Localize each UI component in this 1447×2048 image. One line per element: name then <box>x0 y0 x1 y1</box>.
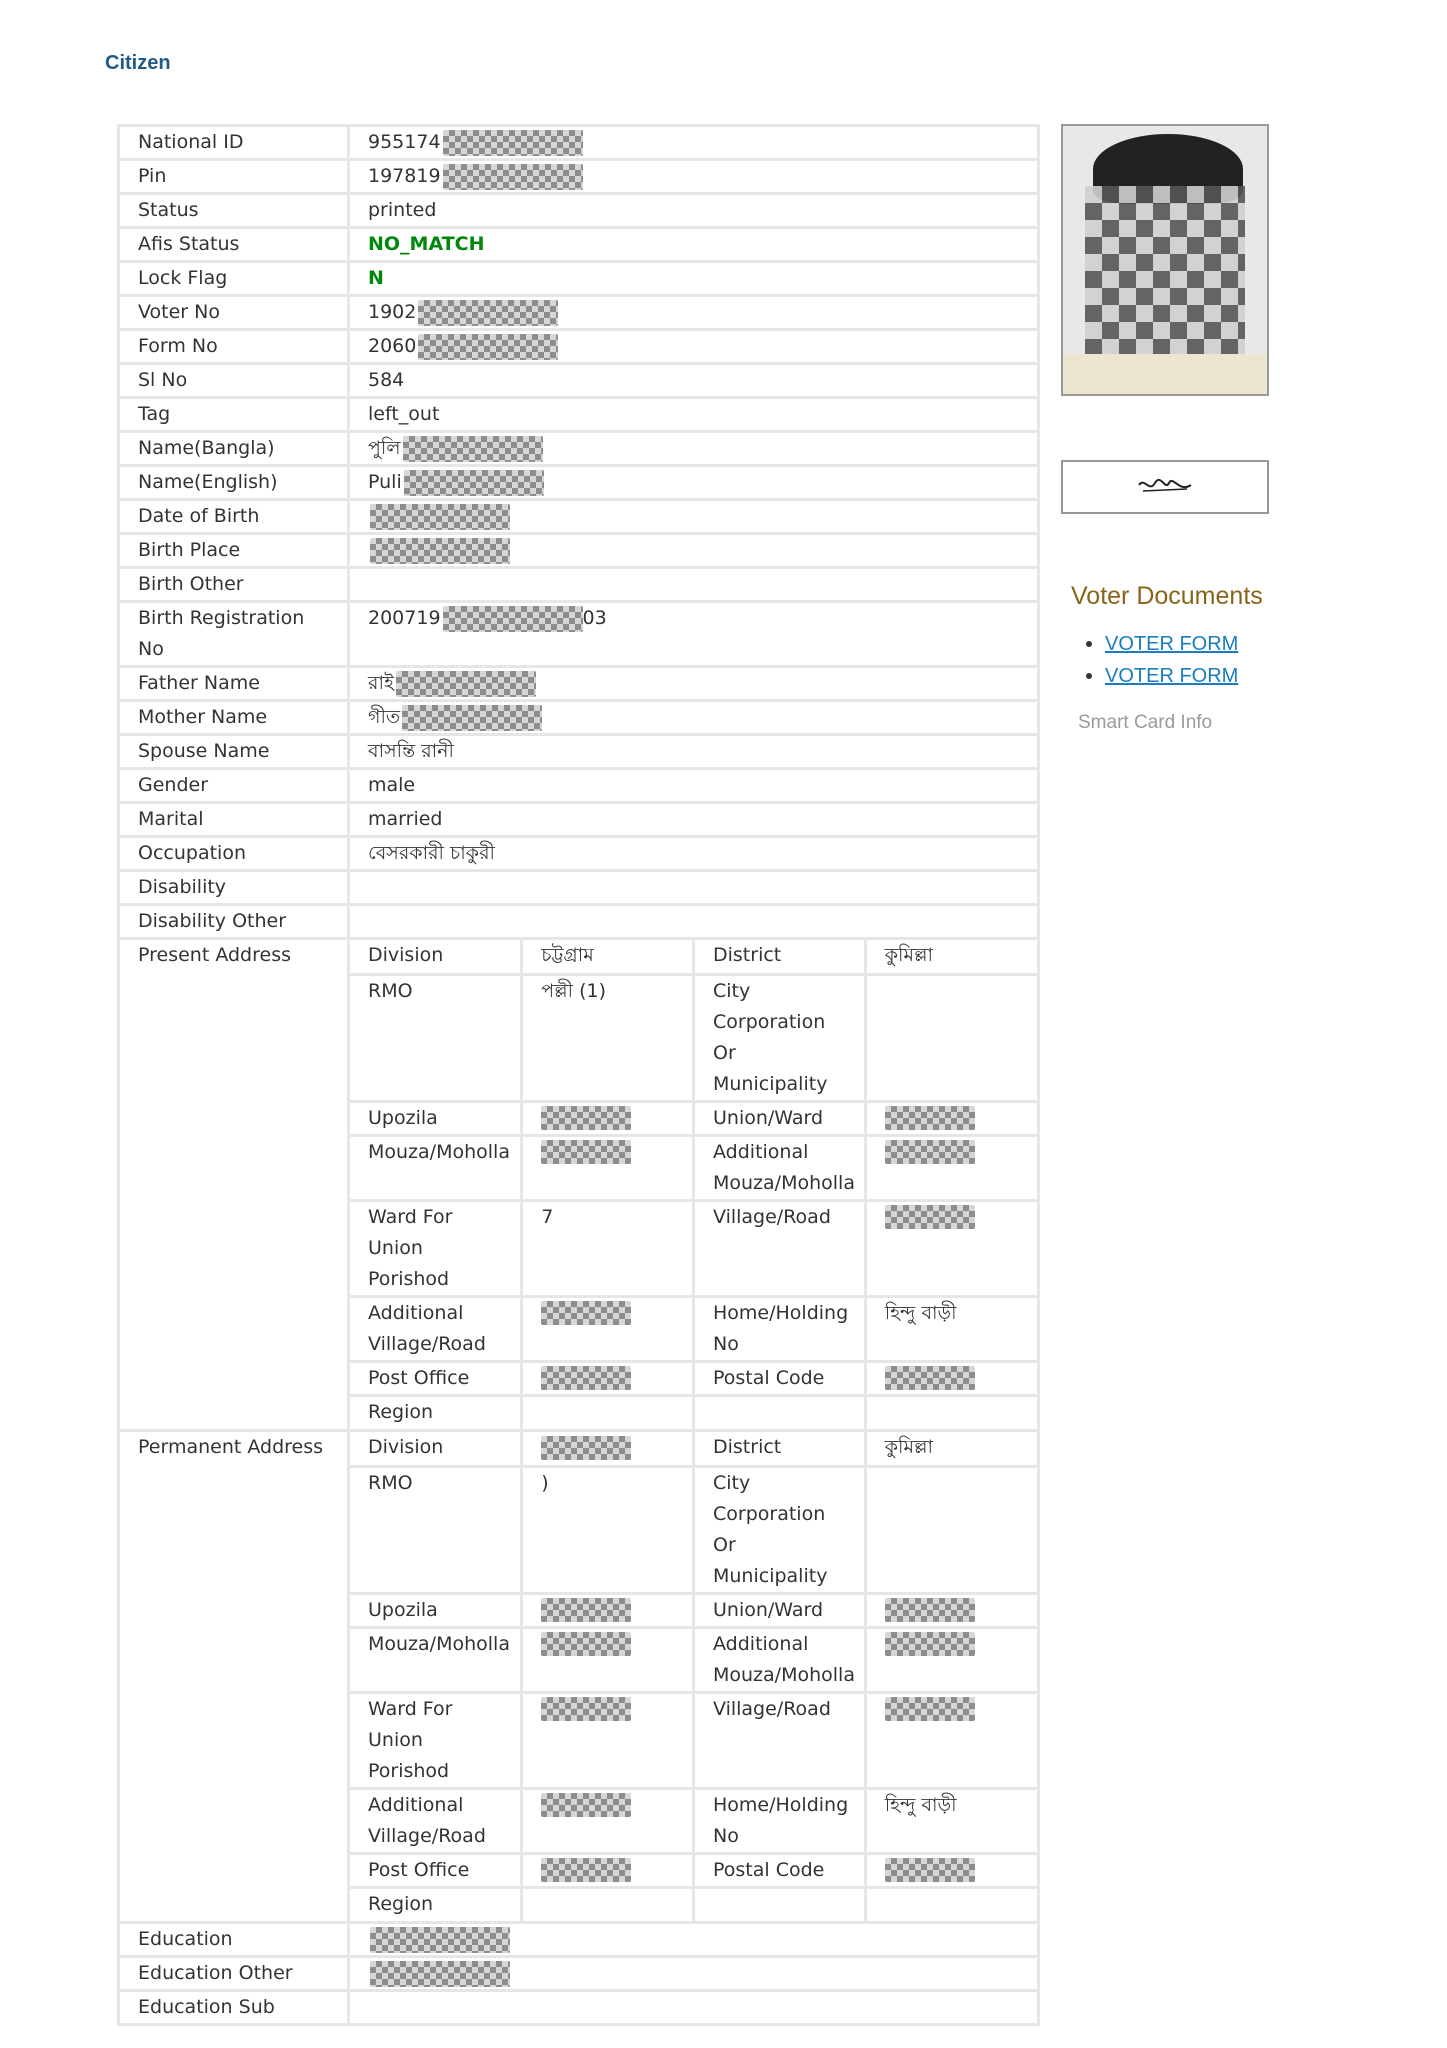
voter-documents-list <box>1079 628 1238 692</box>
table-row <box>119 160 1039 194</box>
field-value-birth_reg <box>349 602 1039 667</box>
redacted-block <box>402 705 542 731</box>
address-value <box>865 1395 1037 1429</box>
table-row <box>119 837 1039 871</box>
address-value: কুমিল্লা <box>865 1432 1037 1466</box>
address-label: Upozila <box>350 1593 522 1627</box>
address-label: Mouza/Moholla <box>350 1135 522 1200</box>
table-row <box>119 871 1039 905</box>
address-label: Post Office <box>350 1361 522 1395</box>
address-value: চট্টগ্রাম <box>522 940 694 974</box>
address-value <box>865 1101 1037 1135</box>
redacted-block <box>885 1858 975 1882</box>
address-label: Village/Road <box>694 1692 866 1788</box>
address-value <box>522 1432 694 1466</box>
citizen-photo <box>1061 124 1269 396</box>
address-label: Mouza/Moholla <box>350 1627 522 1692</box>
redacted-block <box>541 1140 631 1164</box>
field-label-occupation: Occupation <box>119 837 349 871</box>
citizen-info-table <box>117 124 1040 2026</box>
field-value-education <box>349 1923 1039 1957</box>
field-label-disability_other: Disability Other <box>119 905 349 939</box>
address-label: Division <box>350 940 522 974</box>
field-text-spouse: বাসন্তি রানী <box>368 740 454 762</box>
blurred-face <box>1085 186 1245 356</box>
field-label-birth_place: Birth Place <box>119 534 349 568</box>
table-row <box>119 534 1039 568</box>
redacted-block <box>370 538 510 564</box>
table-row <box>119 1923 1039 1957</box>
redacted-block <box>418 300 558 326</box>
field-value-occupation <box>349 837 1039 871</box>
redacted-block <box>885 1632 975 1656</box>
field-label-lock: Lock Flag <box>119 262 349 296</box>
address-value <box>865 1135 1037 1200</box>
table-row <box>119 568 1039 602</box>
address-row <box>350 1135 1037 1200</box>
address-value <box>522 1853 694 1887</box>
redacted-block <box>541 1632 631 1656</box>
field-value-dob <box>349 500 1039 534</box>
field-label-status: Status <box>119 194 349 228</box>
address-value: হিন্দু বাড়ী <box>865 1296 1037 1361</box>
address-label: Region <box>350 1887 522 1921</box>
table-row <box>119 701 1039 735</box>
table-row <box>119 262 1039 296</box>
address-label: Division <box>350 1432 522 1466</box>
redacted-block <box>443 130 583 156</box>
redacted-block <box>370 1927 510 1953</box>
field-label-voter_no: Voter No <box>119 296 349 330</box>
address-label: Post Office <box>350 1853 522 1887</box>
field-label-present-address: Present Address <box>119 939 349 1431</box>
address-value <box>865 1593 1037 1627</box>
field-text-father: রাই <box>368 672 394 694</box>
table-row <box>119 126 1039 160</box>
address-label: Union/Ward <box>694 1593 866 1627</box>
address-row <box>350 940 1037 974</box>
redacted-block <box>418 334 558 360</box>
table-row <box>119 466 1039 500</box>
address-row <box>350 1101 1037 1135</box>
table-row <box>119 1957 1039 1991</box>
address-label: Home/Holding No <box>694 1296 866 1361</box>
address-value: হিন্দু বাড়ী <box>865 1788 1037 1853</box>
address-label: Postal Code <box>694 1853 866 1887</box>
field-label-disability: Disability <box>119 871 349 905</box>
field-text-status: printed <box>368 199 437 221</box>
address-value <box>865 1853 1037 1887</box>
redacted-block <box>541 1697 631 1721</box>
address-label: City Corporation Or Municipality <box>694 1466 866 1593</box>
address-value: ) <box>522 1466 694 1593</box>
address-value <box>522 1692 694 1788</box>
table-row <box>119 398 1039 432</box>
address-row <box>350 1466 1037 1593</box>
address-row <box>350 1692 1037 1788</box>
field-value-disability <box>349 871 1039 905</box>
address-value <box>522 1135 694 1200</box>
field-text-nid: 955174 <box>368 131 441 153</box>
redacted-block <box>541 1301 631 1325</box>
redacted-block <box>370 504 510 530</box>
address-value <box>865 1200 1037 1296</box>
field-value-voter_no <box>349 296 1039 330</box>
field-value-permanent-address <box>349 1431 1039 1923</box>
field-text-name_en: Puli <box>368 471 402 493</box>
table-row <box>119 228 1039 262</box>
field-text-tag: left_out <box>368 403 440 425</box>
address-value <box>865 974 1037 1101</box>
address-label: Home/Holding No <box>694 1788 866 1853</box>
field-label-mother: Mother Name <box>119 701 349 735</box>
address-value <box>865 1692 1037 1788</box>
address-label: Union/Ward <box>694 1101 866 1135</box>
address-value <box>522 1361 694 1395</box>
field-text-voter_no: 1902 <box>368 301 417 323</box>
redacted-block <box>541 1366 631 1390</box>
field-label-nid: National ID <box>119 126 349 160</box>
table-row <box>119 1431 1039 1923</box>
voter-documents-heading: Voter Documents <box>1071 582 1263 610</box>
address-label <box>694 1887 866 1921</box>
field-text-pin: 197819 <box>368 165 441 187</box>
address-label: Additional Mouza/Moholla <box>694 1627 866 1692</box>
field-value-nid <box>349 126 1039 160</box>
field-text-afis: NO_MATCH <box>368 233 485 255</box>
table-row <box>119 803 1039 837</box>
address-label: Ward For Union Porishod <box>350 1692 522 1788</box>
field-value-name_en <box>349 466 1039 500</box>
address-row <box>350 1853 1037 1887</box>
field-value-form_no <box>349 330 1039 364</box>
redacted-block <box>541 1106 631 1130</box>
field-label-sl_no: Sl No <box>119 364 349 398</box>
field-label-pin: Pin <box>119 160 349 194</box>
field-value-afis <box>349 228 1039 262</box>
address-value <box>522 1788 694 1853</box>
field-label-spouse: Spouse Name <box>119 735 349 769</box>
redacted-block <box>541 1858 631 1882</box>
voter-form-link-1[interactable]: VOTER FORM <box>1105 633 1239 655</box>
table-row <box>119 602 1039 667</box>
field-text-mother: গীত <box>368 706 401 728</box>
table-row <box>119 500 1039 534</box>
redacted-block <box>885 1598 975 1622</box>
signature-image <box>1061 460 1269 514</box>
field-value-education_other <box>349 1957 1039 1991</box>
field-text-occupation: বেসরকারী চাকুরী <box>368 842 495 864</box>
field-value-marital <box>349 803 1039 837</box>
field-text-name_bn: পুলি <box>368 437 401 459</box>
table-row <box>119 667 1039 701</box>
address-row <box>350 1395 1037 1429</box>
address-value: 7 <box>522 1200 694 1296</box>
table-row <box>119 194 1039 228</box>
table-row <box>119 364 1039 398</box>
field-value-gender <box>349 769 1039 803</box>
field-label-name_bn: Name(Bangla) <box>119 432 349 466</box>
field-label-education_sub: Education Sub <box>119 1991 349 2025</box>
field-label-name_en: Name(English) <box>119 466 349 500</box>
field-label-father: Father Name <box>119 667 349 701</box>
field-suffix-birth_reg: 03 <box>582 607 607 629</box>
table-row <box>119 735 1039 769</box>
field-label-form_no: Form No <box>119 330 349 364</box>
field-label-education_other: Education Other <box>119 1957 349 1991</box>
list-item <box>1105 628 1238 660</box>
field-value-sl_no <box>349 364 1039 398</box>
redacted-block <box>885 1140 975 1164</box>
address-label: City Corporation Or Municipality <box>694 974 866 1101</box>
table-row <box>119 432 1039 466</box>
redacted-block <box>443 164 583 190</box>
address-label: Ward For Union Porishod <box>350 1200 522 1296</box>
address-row <box>350 1627 1037 1692</box>
address-row <box>350 1200 1037 1296</box>
field-label-education: Education <box>119 1923 349 1957</box>
address-label: Additional Village/Road <box>350 1788 522 1853</box>
table-row <box>119 1991 1039 2025</box>
field-value-father <box>349 667 1039 701</box>
address-row <box>350 1361 1037 1395</box>
table-row <box>119 296 1039 330</box>
present-address-table <box>350 940 1037 1429</box>
address-label: Upozila <box>350 1101 522 1135</box>
address-value <box>522 1887 694 1921</box>
address-label: District <box>694 940 866 974</box>
field-value-mother <box>349 701 1039 735</box>
address-label: Postal Code <box>694 1361 866 1395</box>
permanent-address-table <box>350 1432 1037 1921</box>
field-value-present-address <box>349 939 1039 1431</box>
list-item <box>1105 660 1238 692</box>
redacted-block <box>541 1793 631 1817</box>
field-value-birth_place <box>349 534 1039 568</box>
table-row <box>119 769 1039 803</box>
field-value-disability_other <box>349 905 1039 939</box>
address-label: Additional Village/Road <box>350 1296 522 1361</box>
redacted-block <box>885 1205 975 1229</box>
redacted-block <box>370 1961 510 1987</box>
field-value-pin <box>349 160 1039 194</box>
address-label: RMO <box>350 974 522 1101</box>
address-row <box>350 1296 1037 1361</box>
field-text-form_no: 2060 <box>368 335 417 357</box>
signature-scribble-icon <box>1135 475 1195 499</box>
page-title: Citizen <box>105 52 171 74</box>
field-value-name_bn <box>349 432 1039 466</box>
address-label <box>694 1395 866 1429</box>
field-text-marital: married <box>368 808 443 830</box>
address-value: কুমিল্লা <box>865 940 1037 974</box>
field-value-status <box>349 194 1039 228</box>
address-value <box>522 1627 694 1692</box>
address-row <box>350 974 1037 1101</box>
address-value <box>522 1296 694 1361</box>
address-row <box>350 1432 1037 1466</box>
address-label: District <box>694 1432 866 1466</box>
field-text-birth_reg: 200719 <box>368 607 441 629</box>
redacted-block <box>885 1366 975 1390</box>
redacted-block <box>403 436 543 462</box>
address-row <box>350 1788 1037 1853</box>
field-label-birth_reg: Birth Registration No <box>119 602 349 667</box>
table-row <box>119 905 1039 939</box>
field-value-birth_other <box>349 568 1039 602</box>
field-value-spouse <box>349 735 1039 769</box>
field-text-gender: male <box>368 774 416 796</box>
table-row <box>119 939 1039 1431</box>
field-label-birth_other: Birth Other <box>119 568 349 602</box>
redacted-block <box>404 470 544 496</box>
address-value: পল্লী (1) <box>522 974 694 1101</box>
field-label-permanent-address: Permanent Address <box>119 1431 349 1923</box>
field-label-tag: Tag <box>119 398 349 432</box>
address-row <box>350 1593 1037 1627</box>
redacted-block <box>885 1697 975 1721</box>
address-value <box>522 1395 694 1429</box>
address-row <box>350 1887 1037 1921</box>
address-label: RMO <box>350 1466 522 1593</box>
field-value-lock <box>349 262 1039 296</box>
field-text-lock: N <box>368 267 384 289</box>
address-value <box>865 1627 1037 1692</box>
field-value-education_sub <box>349 1991 1039 2025</box>
redacted-block <box>541 1598 631 1622</box>
table-row <box>119 330 1039 364</box>
address-label: Additional Mouza/Moholla <box>694 1135 866 1200</box>
field-text-sl_no: 584 <box>368 369 405 391</box>
address-label: Village/Road <box>694 1200 866 1296</box>
address-value <box>865 1466 1037 1593</box>
field-label-afis: Afis Status <box>119 228 349 262</box>
voter-form-link-2[interactable]: VOTER FORM <box>1105 665 1239 687</box>
address-value <box>865 1361 1037 1395</box>
field-label-gender: Gender <box>119 769 349 803</box>
address-value <box>522 1593 694 1627</box>
redacted-block <box>541 1436 631 1460</box>
redacted-block <box>396 671 536 697</box>
smart-card-info-link[interactable]: Smart Card Info <box>1078 712 1213 733</box>
field-value-tag <box>349 398 1039 432</box>
field-label-marital: Marital <box>119 803 349 837</box>
address-label: Region <box>350 1395 522 1429</box>
address-value <box>522 1101 694 1135</box>
address-value <box>865 1887 1037 1921</box>
redacted-block <box>885 1106 975 1130</box>
redacted-block <box>443 606 583 632</box>
field-label-dob: Date of Birth <box>119 500 349 534</box>
